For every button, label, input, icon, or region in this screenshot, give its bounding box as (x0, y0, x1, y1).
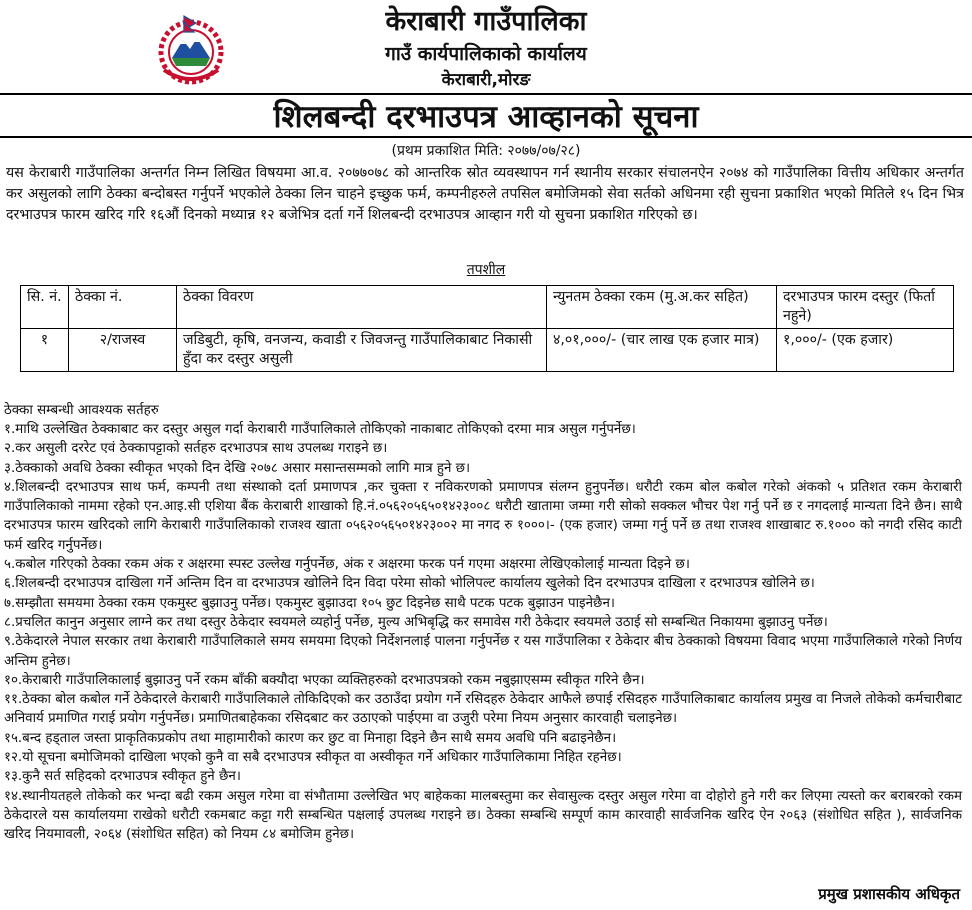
office-name: केराबारी गाउँपालिका (385, 6, 587, 37)
cell-description: जडिबुटी, कृषि, वनजन्य, कवाडी र जिवजन्तु गाउँपालिकाबाट निकासी हुँदा कर दस्तुर असुली (177, 329, 547, 372)
office-subtitle: गाउँ कार्यपालिकाको कार्यालय (385, 43, 587, 65)
office-location: केराबारी,मोरङ (441, 70, 531, 90)
condition-item: ८.प्रचलित कानुन अनुसार लाग्ने कर तथा दस्तुर ठेकेदार स्वयमले व्यहोर्नु पर्नेछ, मुल्य अभिबृद्धि कर समावेस गरी ठेकेदार स्वयमले उठाई सो सम्बन्धित निकायमा बुझाउनु पर्नेछ। (4, 614, 828, 630)
condition-item: ५.कबोल गरिएको ठेक्का रकम अंक र अक्षरमा स्पस्ट उल्लेख गर्नुपर्नेछ, अंक र अक्षरमा फरक पर्न गएमा अक्षरमा लेखिएकोलाई मान्यता दिइने छ। (4, 557, 690, 573)
condition-item: ९.ठेकेदारले नेपाल सरकार तथा केराबारी गाउँपालिकाले समय समयमा दिएको निर्देशनलाई पालना गर्नुपर्नेछ र यस गाउँपालिका र ठेकेदार बीच ठेक्काको विषयमा विवाद भएमा गाउँपालिकाले गरेको निर्णय अन्तिम हुनेछ। (4, 634, 962, 669)
table-row (21, 329, 954, 372)
condition-item: १२.यो सूचना बमोजिमको दाखिला भएको कुनै वा सबै दरभाउपत्र स्वीकृत वा अस्वीकृत गर्ने अधिकार गाउँपालिकामा निहित रहनेछ। (4, 750, 622, 766)
notice-header (0, 0, 972, 92)
published-date: (प्रथम प्रकाशित मिति: २०७७/०७/२८) (391, 143, 581, 159)
conditions-list (4, 420, 962, 845)
condition-item: १४.स्थानीयतहले तोकेको कर भन्दा बढी रकम असुल गरेमा वा संभौतामा उल्लेखित भए बाहेकका मालबस्तुमा कर सेवासुल्क दस्तुर असुल गरेमा वा दोहोरो हुने गरी कर लिएमा त्यस्तो कर बराबरको रकम ठेकेदारले यस कार्यालयमा राखेको धरौटी रकमबाट कट्टा गरी सम्बन्धित पक्षलाई उपलब्ध गराइने छ। ठेक्का सम्बन्धि सम्पूर्ण काम कारवाही सार्वजनिक खरिद ऐन २०६३ (संशोधित सहित ), सार्वजनिक खरिद नियमावली, २०६४ (संशोधित सहित) को नियम ८४ बमोजिम हुनेछ। (4, 788, 962, 843)
header-description: ठेक्का विवरण (177, 286, 547, 329)
header-sn: सि. नं. (21, 286, 69, 329)
table-header-row (21, 286, 954, 329)
condition-item: १०.केराबारी गाउँपालिकालाई बुझाउनु पर्ने रकम बाँकी बक्यौदा भएका व्यक्तिहरुको दरभाउपत्रको रकम नबुझाएसम्म स्वीकृत गरिने छैन। (4, 672, 645, 688)
tapasil-heading (0, 260, 972, 280)
condition-item: ११.ठेक्का बोल कबोल गर्ने ठेकेदारले केराबारी गाउँपालिकाले तोकिदिएको कर उठाउँदा प्रयोग गर्ने रसिदहरु ठेकेदार आफैले छपाई रसिदहरु गाउँपालिकाबाट कार्यालय प्रमुख वा निजले तोकेको कर्मचारीबाट अनिवार्य प्रमाणित गराई प्रयोग गर्नुपर्नेछ। प्रमाणितबाहेकका रसिदबाट कर उठाएको पाईएमा वा उजुरी परेमा नियम अनुसार कारवाही चलाइनेछ। (4, 692, 962, 727)
header-min-amount: न्युनतम ठेक्का रकम (मु.अ.कर सहित) (547, 286, 777, 329)
cell-contract-no: २/राजस्व (69, 329, 177, 372)
condition-item: ७.सम्झौता समयमा ठेक्का रकम एकमुस्ट बुझाउनु पर्नेछ। एकमुस्ट बुझाउदा १०५ छुट दिइनेछ साथै पटक पटक बुझाउन पाइनेछैन। (4, 595, 615, 611)
notice-title: शिलबन्दी दरभाउपत्र आव्हानको सूचना (0, 93, 972, 138)
condition-item: ३.ठेक्काको अवधि ठेक्का स्वीकृत भएको दिन देखि २०७८ असार मसान्तसम्मको लागि मात्र हुने छ। (4, 460, 471, 476)
contract-table (20, 285, 954, 372)
condition-item: ४.शिलबन्दी दरभाउपत्र साथ फर्म, कम्पनी तथा संस्थाको दर्ता प्रमाणपत्र ,कर चुक्ता र नविकरणको प्रमाणपत्र संलग्न हुनुपर्नेछ। धरौटी रकम बोल कबोल गरेको अंकको ५ प्रतिशत रकम केराबारी गाउँपालिकाको नाममा रहेको एन.आइ.सी एशिया बैंक केराबारी शाखाको हि.नं.०५६२०५६५०१४२३००८ धरौटी खातामा जम्मा गरी सोको सक्कल भौचर पेश गर्नु पर्ने छ र नगदलाई मान्यता दिने छैन। साथै दरभाउपत्र फारम खरिदको लागि केराबारी गाउँपालिकाको राजश्व खाता ०५६२०५६५०१४२३००२ मा नगद रु १०००।- (एक हजार) जम्मा गर्नु पर्ने छ तथा राजश्व शाखाबाट रु.१००० को नगदी रसिद काटी फर्म खरिद गर्नुपर्नेछ। (4, 479, 962, 553)
header-form-fee: दरभाउपत्र फारम दस्तुर (फिर्ता नहुने) (777, 286, 954, 329)
cell-sn: १ (21, 329, 69, 372)
condition-item: १३.कुनै सर्त सहिदको दरभाउपत्र स्वीकृत हुने छैन। (4, 769, 241, 785)
tapasil-label: तपशील (466, 262, 506, 278)
condition-item: १५.बन्द हड्ताल जस्ता प्राकृतिकप्रकोप तथा माहामारीको कारण कर छुट वा मिनाहा दिइने छैन साथै समय अवधि पनि बढाइनेछैन। (4, 730, 617, 746)
cell-form-fee: १,०००/- (एक हजार) (777, 329, 954, 372)
condition-item: ६.शिलबन्दी दरभाउपत्र दाखिला गर्ने अन्तिम दिन वा दरभाउपत्र खोलिने दिन विदा परेमा सोको भोलिपल्ट कार्यालय खुलेको दिन दरभाउपत्र दाखिला र दरभाउपत्र खोलिने छ। (4, 576, 815, 592)
signature-title: प्रमुख प्रशासकीय अधिकृत (818, 885, 960, 903)
intro-paragraph: यस केराबारी गाउँपालिका अन्तर्गत निम्न लिखित विषयमा आ.व. २०७७०७८ को आन्तरिक स्रोत व्यवस्थापन गर्न स्थानीय सरकार संचालनऐन २०७४ को गाउँपालिका वित्तीय अधिकार अन्तर्गत कर असुलको लागि ठेक्का बन्दोबस्त गर्नुपर्ने भएकोले ठेक्का लिन चाहने इच्छुक फर्म, कम्पनीहरुले तपसिल बमोजिमको सेवा सर्तको अधिनमा रही सुचना प्रकाशित भएको मितिले १५ दिन भित्र दरभाउपत्र फारम खरिद गरि १६औं दिनको मध्यान्न १२ बजेभित्र दर्ता गर्ने शिलबन्दी दरभाउपत्र आव्हान गरी यो सुचना प्रकाशित गरिएको छ। (6, 165, 964, 223)
header-contract-no: ठेक्का नं. (69, 286, 177, 329)
condition-item: १.माथि उल्लेखित ठेक्काबाट कर दस्तुर असुल गर्दा केराबारी गाउँपालिकाले तोकिएको नाकाबाट तोकिएको दरमा मात्र असुल गर्नुपर्नेछ। (4, 422, 636, 437)
conditions-title: ठेक्का सम्बन्धी आवश्यक सर्तहरु (4, 403, 159, 418)
cell-min-amount: ४,०१,०००/- (चार लाख एक हजार मात्र) (547, 329, 777, 372)
condition-item: २.कर असुली दररेट एवं ठेक्कापट्टाको सर्तहरु दरभाउपत्र साथ उपलब्ध गराइने छ। (4, 441, 388, 457)
